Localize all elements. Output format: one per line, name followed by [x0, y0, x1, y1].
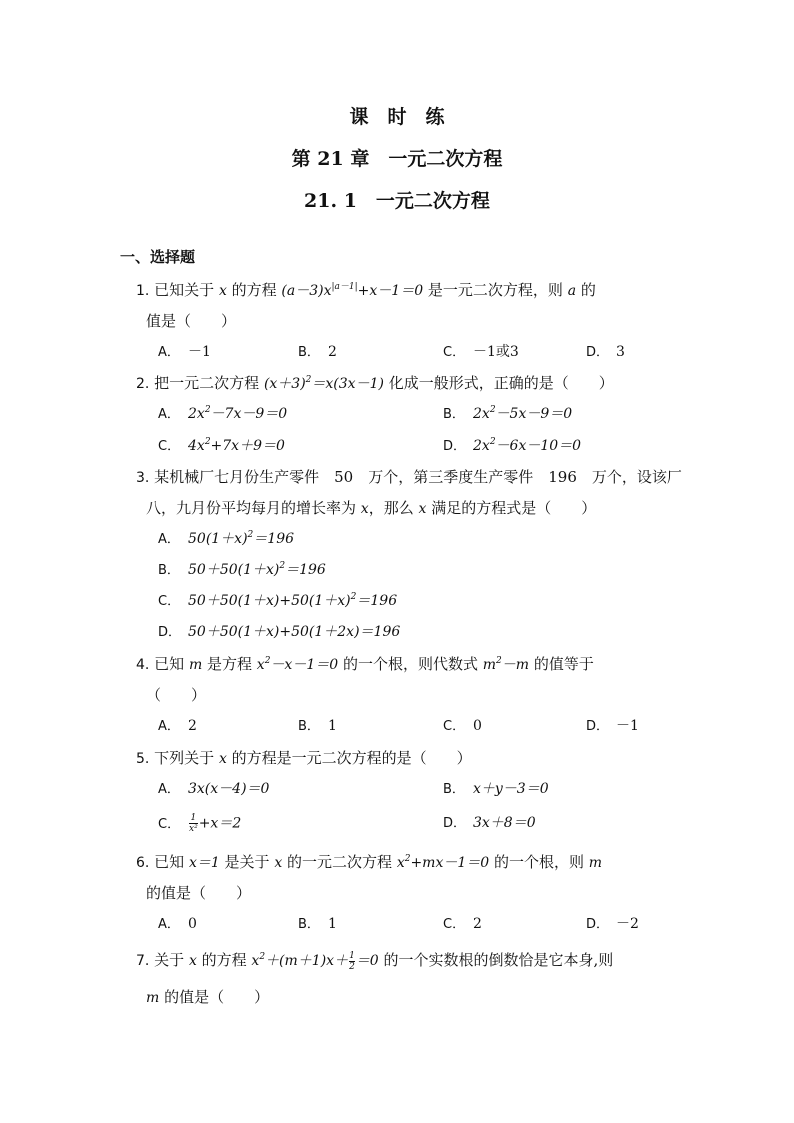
option-b: B． $2x^2-5x-9=0$	[443, 405, 573, 422]
question-number: 3.	[136, 470, 150, 486]
option-c: C． 2	[443, 916, 482, 932]
question-text: 把一元二次方程	[154, 374, 260, 392]
question-number: 5.	[136, 751, 150, 767]
question-text: 化成一般形式，正确的是（ ）	[388, 374, 614, 392]
question-number: 2.	[136, 376, 150, 392]
question-text: 的一个根，则代数式	[342, 655, 478, 673]
math-var: x	[218, 751, 227, 767]
fraction: $\frac{1}{2}$	[349, 950, 355, 972]
option-c: C． 0	[443, 718, 482, 734]
option-d: D． －2	[586, 916, 639, 932]
equation: $m^2-m$	[482, 656, 530, 673]
question-text: 是一元二次方程，则	[427, 281, 563, 299]
math-var: m	[588, 855, 603, 871]
question-number: 1.	[136, 283, 150, 299]
question-text: 的一个实数根的倒数恰是它本身,则	[383, 951, 614, 969]
question-text: 的方程	[231, 281, 277, 299]
question-text: 的一个根，则	[493, 853, 584, 871]
question-text: 的值等于	[533, 655, 594, 673]
option-d: D． 50＋50(1＋x)+50(1＋2x)＝196	[158, 624, 401, 640]
question-text: 的	[580, 281, 596, 299]
question-text: 的方程	[201, 951, 247, 969]
question-continuation: （ ）	[146, 686, 207, 704]
question-number: 6.	[136, 855, 150, 871]
option-b: B． 1	[298, 718, 337, 734]
question-text: 的一元二次方程	[287, 853, 393, 871]
question-text: 下列关于	[154, 749, 215, 767]
question-6	[136, 851, 696, 874]
equation: $x^2+mx-1=0$	[396, 854, 490, 871]
math-var: a	[567, 283, 577, 299]
question-continuation: 八，九月份平均每月的增长率为 x，那么 x 满足的方程式是（ ）	[146, 499, 597, 517]
question-text: 的方程是一元二次方程的是（ ）	[231, 749, 472, 767]
page-title: 课 时 练	[349, 106, 445, 128]
option-b: B． 1	[298, 916, 337, 932]
fraction: $\frac{1}{\text{x²}}$	[189, 813, 198, 834]
option-c: C． $50+50(1+x)+50(1+x)^2=196$	[158, 592, 398, 609]
question-text: 已知	[154, 853, 185, 871]
option-d: D． $2x^2-6x-10=0$	[443, 437, 582, 454]
question-2	[136, 372, 696, 395]
math-var: x	[218, 283, 227, 299]
question-number: 7.	[136, 953, 150, 969]
equation: $x^2-x-1=0$	[256, 656, 339, 673]
option-a: A． $2x^2-7x-9=0$	[158, 405, 288, 422]
equation: x＝1	[188, 855, 220, 871]
section-title: 21. 1 一元二次方程	[304, 190, 490, 212]
question-4	[136, 653, 696, 676]
chapter-title: 第 21 章 一元二次方程	[291, 148, 503, 170]
question-text: 关于	[154, 951, 185, 969]
option-d: D． 3	[586, 344, 625, 360]
question-5	[136, 747, 696, 770]
question-continuation: 值是（ ）	[146, 312, 237, 330]
question-7	[136, 949, 696, 972]
question-text: 是方程	[207, 655, 253, 673]
question-continuation: m 的值是（ ）	[146, 988, 270, 1006]
option-c: C． －1或3	[443, 344, 519, 360]
math-var: m	[188, 657, 203, 673]
equation: $(a-3)x^{|a-1|}+x-1=0$	[281, 282, 424, 299]
question-text: 某机械厂七月份生产零件 50 万个，第三季度生产零件 196 万个，设该厂	[154, 468, 682, 486]
option-a: A． 2	[158, 718, 197, 734]
option-b: B． x＋y－3＝0	[443, 781, 549, 797]
part-heading: 一、选择题	[120, 248, 196, 266]
question-1	[136, 279, 696, 302]
option-b: B． 2	[298, 344, 337, 360]
option-c: C． $4x^2+7x+9=0$	[158, 437, 285, 454]
question-text: 是关于	[224, 853, 270, 871]
equation: $(x+3)^2=x(3x-1)$	[263, 375, 384, 392]
question-text: 已知关于	[154, 281, 215, 299]
option-a: A． $50(1+x)^2=196$	[158, 530, 295, 547]
option-d: D． －1	[586, 718, 639, 734]
question-continuation: 的值是（ ）	[146, 884, 252, 902]
math-var: x	[188, 953, 197, 969]
question-number: 4.	[136, 657, 150, 673]
option-a: A． －1	[158, 344, 211, 360]
option-d: D． 3x＋8＝0	[443, 815, 536, 831]
option-a: A． 3x(x－4)＝0	[158, 781, 270, 797]
option-a: A． 0	[158, 916, 197, 932]
option-b: B． $50+50(1+x)^2=196$	[158, 561, 326, 578]
question-text: 已知	[154, 655, 185, 673]
equation: $x^2+(m+1)x+$ $\frac{1}{2}$ ＝0	[251, 950, 379, 972]
math-var: x	[274, 855, 283, 871]
question-3	[136, 466, 696, 489]
option-c: C． $\frac{1}{\text{x²}}$ +x＝2	[158, 813, 242, 834]
